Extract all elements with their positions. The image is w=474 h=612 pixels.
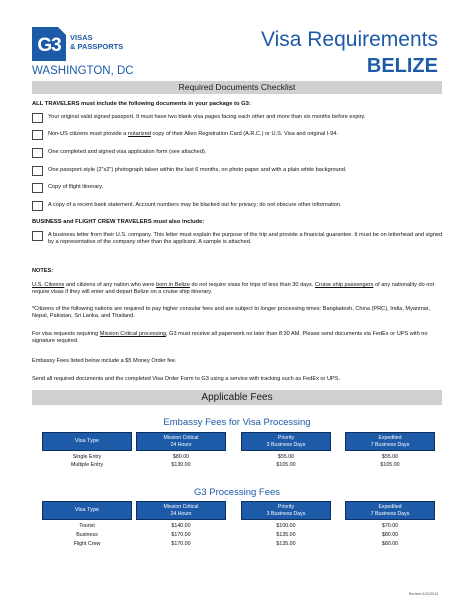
fee-value: $100.00 bbox=[276, 523, 296, 529]
notes-paragraph: *Citizens of the following nations are required to pay higher consular fees and are subject to longer processing times: Bangladesh, China (PRC), India, Myanmar, Nepal, Pakistan, Sri Lanka, and Thailand. bbox=[32, 306, 430, 319]
item-prefix: Non-US citizens must provide a bbox=[48, 131, 128, 137]
visa-type-header: Visa Type bbox=[42, 432, 132, 451]
fee-value: $105.00 bbox=[276, 462, 296, 468]
fee-value: $135.00 bbox=[276, 532, 296, 538]
expedited-header bbox=[345, 432, 435, 451]
all-travelers-heading: ALL TRAVELERS must include the following documents in your package to G3: bbox=[32, 101, 251, 107]
fee-value: $80.00 bbox=[381, 541, 399, 547]
mission-critical-header bbox=[136, 501, 226, 520]
checklist-item-text bbox=[48, 131, 444, 138]
fee-value: $80.00 bbox=[381, 532, 399, 538]
header-line: Expedited bbox=[378, 435, 402, 441]
fee-row-label: Multiple Entry bbox=[70, 462, 104, 468]
fee-value: $140.00 bbox=[171, 523, 191, 529]
checklist-item-text: Copy of flight itinerary. bbox=[48, 184, 104, 190]
page-title: Visa Requirements bbox=[260, 28, 438, 51]
checklist-item bbox=[32, 231, 444, 251]
fee-value: $55.00 bbox=[381, 454, 399, 460]
checklist-item-text: A business letter from their U.S. company. This letter must explain the purpose of the trip and provide a financial guarantee. It must be on letterhead and signed by a representative of the company other than the applicant. A sample is attached. bbox=[48, 232, 443, 245]
checklist-item-text: A copy of a recent bank statement. Account numbers may be blacked out for privacy; do not obscure other information. bbox=[48, 202, 342, 208]
notes-text: of any nationality do not require visas if they will enter and depart Belize on a cruise ship itinerary. bbox=[32, 282, 435, 295]
fee-value: $55.00 bbox=[277, 454, 295, 460]
fee-row-label: Tourist bbox=[79, 523, 95, 529]
checklist-item-text: One completed and signed visa application form (see attached). bbox=[48, 149, 207, 155]
fee-row-label: Flight Crew bbox=[73, 541, 101, 547]
notes-text: , G3 must receive all paperwork no later than 8:30 AM. Please send documents via FedEx or UPS with no signature required. bbox=[32, 331, 428, 344]
checklist-item bbox=[32, 166, 444, 179]
checkbox[interactable] bbox=[32, 183, 43, 193]
notes-text: and citizens of any nation who were bbox=[64, 282, 157, 288]
priority-header bbox=[241, 501, 331, 520]
header-line: Mission Critical bbox=[163, 435, 199, 441]
notes-text: do not require visas for trips of less than 30 days. bbox=[189, 282, 315, 288]
header-line: Priority bbox=[277, 435, 295, 441]
notes-paragraph: Embassy Fees listed below include a $5 Money Order fee. bbox=[32, 358, 177, 364]
checklist-band: Required Documents Checklist bbox=[32, 81, 442, 94]
header-line: 7 Business Days bbox=[370, 442, 410, 448]
business-heading: BUSINESS and FLIGHT CREW TRAVELERS must also include: bbox=[32, 219, 205, 225]
checkbox[interactable] bbox=[32, 148, 43, 158]
fee-row-label: Business bbox=[76, 532, 98, 538]
logo-line-1: VISAS bbox=[70, 33, 93, 42]
mission-critical-link[interactable]: Mission Critical processing bbox=[99, 331, 166, 337]
checkbox[interactable] bbox=[32, 113, 43, 123]
country-name: BELIZE bbox=[366, 55, 438, 77]
logo-tagline bbox=[70, 33, 123, 51]
fee-row-label: Single Entry bbox=[72, 454, 102, 460]
priority-header bbox=[241, 432, 331, 451]
fee-value: $80.00 bbox=[172, 454, 190, 460]
checkbox[interactable] bbox=[32, 166, 43, 176]
checkbox[interactable] bbox=[32, 231, 43, 241]
fee-value: $170.00 bbox=[171, 532, 191, 538]
checkbox[interactable] bbox=[32, 130, 43, 140]
revised-date: Revised 4/24/2013 bbox=[408, 592, 438, 596]
fees-band: Applicable Fees bbox=[32, 390, 442, 405]
header-line: 3 Business Days bbox=[266, 442, 306, 448]
header-line: 3 Business Days bbox=[266, 511, 306, 517]
visa-type-header: Visa Type bbox=[42, 501, 132, 520]
mission-critical-header bbox=[136, 432, 226, 451]
notes-paragraph bbox=[32, 282, 444, 296]
office-location: WASHINGTON, DC bbox=[32, 65, 134, 77]
notes-text: For visa requests requiring bbox=[32, 331, 100, 337]
notes-heading: NOTES: bbox=[32, 268, 54, 274]
cruise-ship-link[interactable]: Cruise ship passengers bbox=[314, 282, 374, 288]
item-suffix: copy of their Alien Registration Card (A.R.C.) or U.S. Visa and original I-94. bbox=[152, 131, 338, 137]
fee-value: $70.00 bbox=[381, 523, 399, 529]
fee-value: $135.00 bbox=[276, 541, 296, 547]
header-line: 7 Business Days bbox=[370, 511, 410, 517]
notarized-link[interactable]: notarized bbox=[127, 131, 151, 137]
logo-line-2: & PASSPORTS bbox=[70, 42, 124, 51]
checklist-item-text: Your original valid signed passport. It must have two blank visa pages facing each other and more than six months before expiry. bbox=[48, 114, 366, 120]
header-line: Mission Critical bbox=[163, 504, 199, 510]
header-line: Priority bbox=[277, 504, 295, 510]
checklist-item bbox=[32, 183, 444, 196]
born-in-belize-link[interactable]: born in Belize bbox=[156, 282, 190, 288]
checklist-item bbox=[32, 113, 444, 126]
fee-value: $105.00 bbox=[380, 462, 400, 468]
fee-value: $170.00 bbox=[171, 541, 191, 547]
header-line: Expedited bbox=[378, 504, 402, 510]
fee-value: $130.00 bbox=[171, 462, 191, 468]
g3-fees-title: G3 Processing Fees bbox=[193, 487, 281, 498]
expedited-header bbox=[345, 501, 435, 520]
checklist-item-text: One passport-style (2"x2") photograph taken within the last 6 months, on photo paper and with a plain white background. bbox=[48, 167, 347, 173]
checkbox[interactable] bbox=[32, 201, 43, 211]
checklist-item bbox=[32, 130, 444, 143]
embassy-fees-title: Embassy Fees for Visa Processing bbox=[163, 417, 311, 428]
notes-paragraph: Send all required documents and the completed Visa Order Form to G3 using a service with tracking such as FedEx or UPS. bbox=[32, 376, 341, 382]
header-line: 24 Hours bbox=[170, 511, 192, 517]
header-line: 24 Hours bbox=[170, 442, 192, 448]
g3-logo: G3 bbox=[32, 27, 66, 61]
checklist-item bbox=[32, 148, 444, 161]
checklist-item bbox=[32, 201, 444, 214]
us-citizens-link[interactable]: U.S. Citizens bbox=[32, 282, 65, 288]
notes-paragraph bbox=[32, 331, 444, 345]
